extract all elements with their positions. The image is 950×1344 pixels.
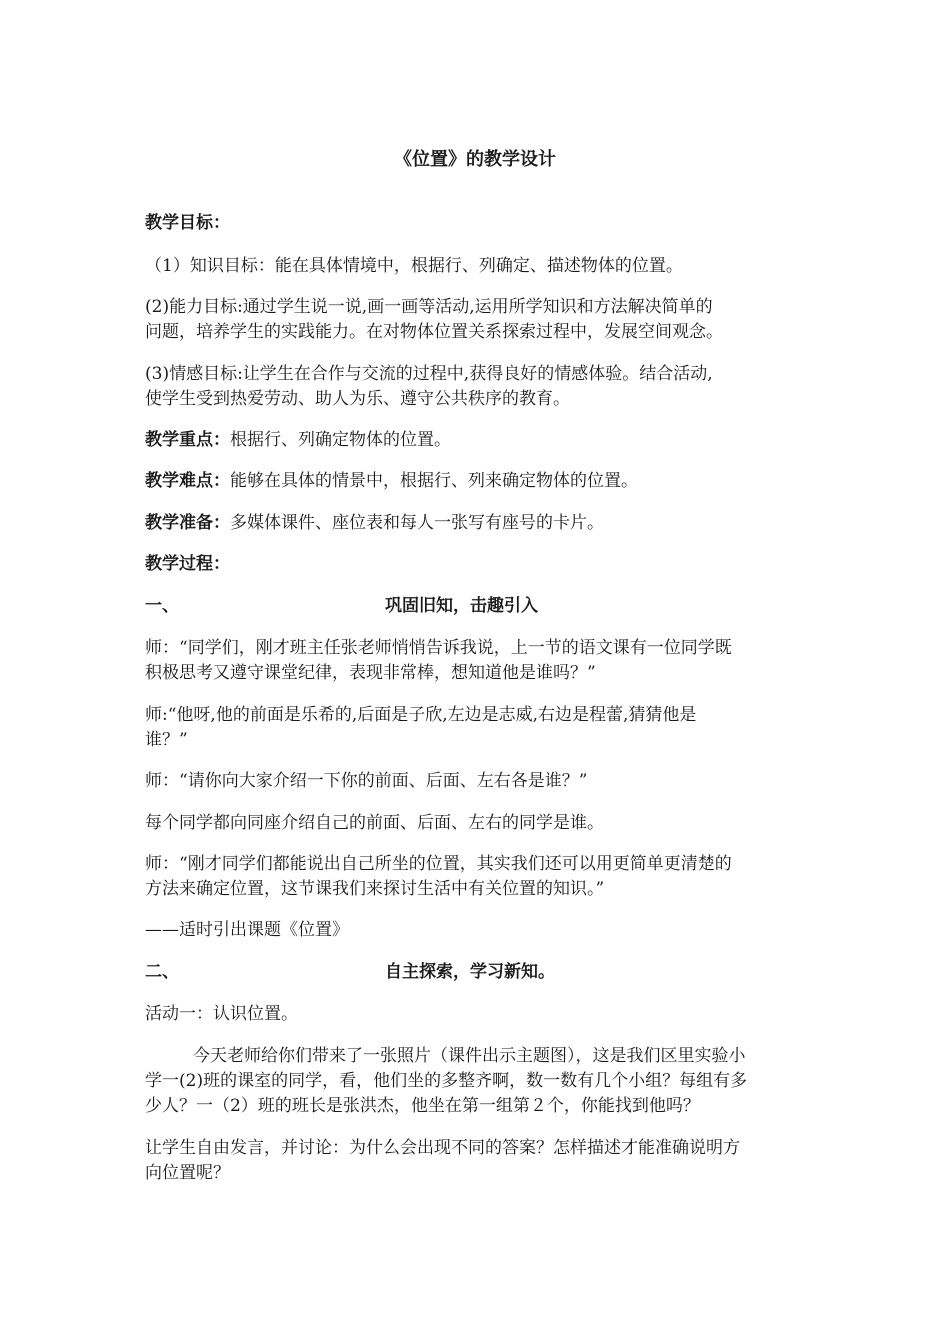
paragraph-1-line-2: 积极思考又遵守课堂纪律，表现非常棒，想知道他是谁吗？” (145, 663, 596, 683)
section-1-title: 巩固旧知，击趣引入 (385, 596, 538, 616)
paragraph-7-line-2: 学一(2)班的课室的同学，看，他们坐的多整齐啊，数一数有几个小组？每组有多 (145, 1071, 748, 1091)
objective-3-line-2: 使学生受到热爱劳动、助人为乐、遵守公共秩序的教育。 (145, 389, 570, 409)
paragraph-4: 每个同学都向同座介绍自己的前面、后面、左右的同学是谁。 (145, 813, 604, 833)
objective-2-line-2: 问题，培养学生的实践能力。在对物体位置关系探索过程中，发展空间观念。 (145, 322, 723, 342)
paragraph-8-line-1: 让学生自由发言，并讨论：为什么会出现不同的答案？怎样描述才能准确说明方 (145, 1138, 740, 1158)
key-point-text: 根据行、列确定物体的位置。 (230, 430, 451, 450)
paragraph-6: ——适时引出课题《位置》 (145, 920, 349, 940)
objective-2-line-1: (2)能力目标:通过学生说一说,画一画等活动,运用所学知识和方法解决简单的 (145, 297, 713, 317)
paragraph-2-line-2: 谁？” (145, 730, 188, 750)
section-2-title: 自主探索，学习新知。 (385, 962, 555, 982)
preparation-label: 教学准备： (145, 513, 230, 533)
preparation (145, 511, 810, 535)
difficulty-text: 能够在具体的情景中，根据行、列来确定物体的位置。 (230, 471, 638, 491)
difficulty (145, 469, 810, 493)
paragraph-7-line-3: 少人？一（2）班的班长是张洪杰，他坐在第一组第２个，你能找到他吗？ (145, 1096, 700, 1116)
paragraph-5-line-1: 师：“刚才同学们都能说出自己所坐的位置，其实我们还可以用更简单更清楚的 (145, 854, 732, 874)
process-heading: 教学过程： (145, 554, 230, 574)
paragraph-7-line-1: 今天老师给你们带来了一张照片（课件出示主题图），这是我们区里实验小 (193, 1046, 746, 1066)
difficulty-label: 教学难点： (145, 471, 230, 491)
objective-1: （1）知识目标：能在具体情境中，根据行、列确定、描述物体的位置。 (145, 256, 683, 276)
activity-1: 活动一：认识位置。 (145, 1004, 298, 1024)
paragraph-3: 师：“请你向大家介绍一下你的前面、后面、左右各是谁？” (145, 771, 588, 791)
paragraph-8-line-2: 向位置呢？ (145, 1163, 230, 1183)
objective-3-line-1: (3)情感目标:让学生在合作与交流的过程中,获得良好的情感体验。结合活动, (145, 364, 713, 384)
paragraph-5-line-2: 方法来确定位置，这节课我们来探讨生活中有关位置的知识。” (145, 879, 605, 899)
paragraph-1-line-1: 师：“同学们，刚才班主任张老师悄悄告诉我说，上一节的语文课有一位同学既 (145, 638, 732, 658)
section-2-number: 二、 (145, 962, 179, 982)
key-point (145, 428, 810, 452)
preparation-text: 多媒体课件、座位表和每人一张写有座号的卡片。 (230, 513, 604, 533)
objectives-heading: 教学目标： (145, 213, 230, 233)
key-point-label: 教学重点： (145, 430, 230, 450)
paragraph-2-line-1: 师:“他呀,他的前面是乐希的,后面是子欣,左边是志威,右边是程蕾,猜猜他是 (145, 705, 697, 725)
section-1-number: 一、 (145, 596, 179, 616)
document-title: 《位置》的教学设计 (394, 149, 556, 170)
